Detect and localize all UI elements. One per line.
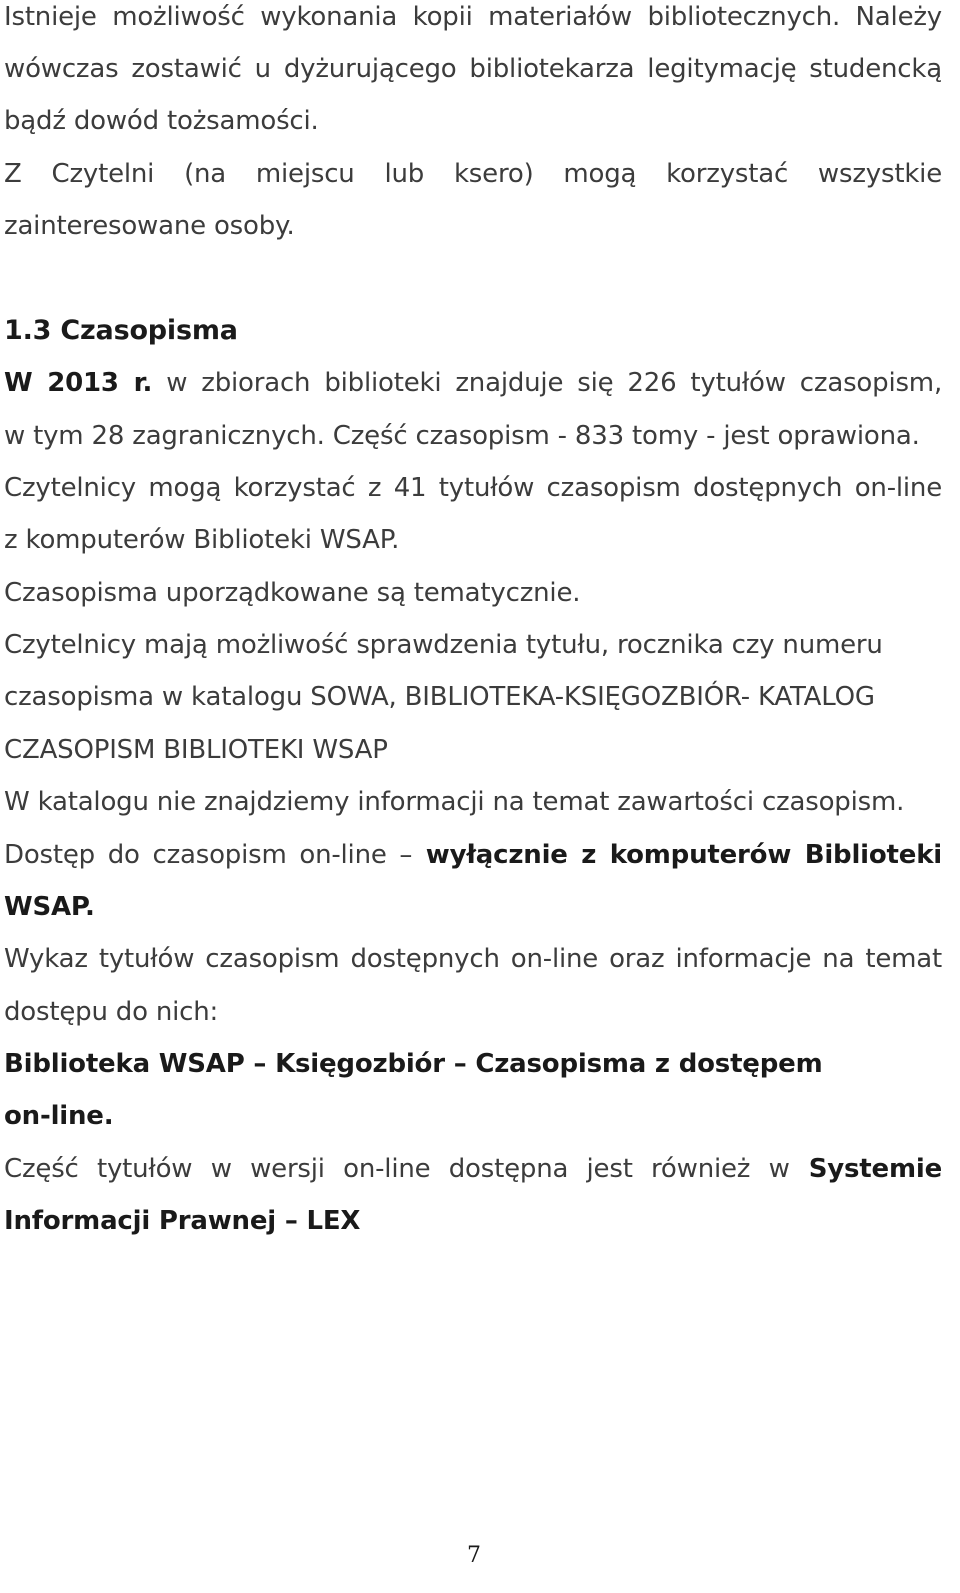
catalog-line-1: Czytelnicy mają możliwość sprawdzenia tytułu, rocznika czy numeru xyxy=(4,630,883,660)
copy-info-line-2: wówczas zostawić u dyżurującego bibliotekarza legitymację studencką xyxy=(4,54,942,84)
ordered-line: Czasopisma uporządkowane są tematycznie. xyxy=(4,578,581,608)
online-line-1: Czytelnicy mogą korzystać z 41 tytułów czasopism dostępnych on-line xyxy=(4,473,942,503)
online-line-2: z komputerów Biblioteki WSAP. xyxy=(4,525,400,555)
catalog-line-3: CZASOPISM BIBLIOTEKI WSAP xyxy=(4,735,388,765)
lex-line-1 xyxy=(4,1152,942,1186)
reading-room-line-1: Z Czytelni (na miejscu lub ksero) mogą korzystać wszystkie xyxy=(4,159,942,189)
copy-info-line-3: bądź dowód tożsamości. xyxy=(4,106,319,136)
catalog-line-2: czasopisma w katalogu SOWA, BIBLIOTEKA-KSIĘGOZBIÓR- KATALOG xyxy=(4,682,875,712)
access-line-1 xyxy=(4,838,942,872)
year-line xyxy=(4,366,942,400)
lex-bold-1[interactable]: Systemie xyxy=(789,1154,942,1184)
journals-link-line-1[interactable]: Biblioteka WSAP – Księgozbiór – Czasopisma z dostępem xyxy=(4,1049,823,1079)
document-page xyxy=(4,0,942,1593)
access-lead: Dostęp do czasopism on-line – xyxy=(4,840,413,870)
access-bold: wyłącznie z komputerów Biblioteki xyxy=(412,840,942,870)
year-rest: w zbiorach biblioteki znajduje się 226 tytułów czasopism, xyxy=(152,368,943,398)
access-line-2: WSAP. xyxy=(4,892,95,922)
journals-link-line-2[interactable]: on-line. xyxy=(4,1101,114,1131)
lex-line-2[interactable]: Informacji Prawnej – LEX xyxy=(4,1206,361,1236)
year-lead: W 2013 r. xyxy=(4,368,153,398)
reading-room-line-2: zainteresowane osoby. xyxy=(4,211,295,241)
copy-info-line-1: Istnieje możliwość wykonania kopii materiałów bibliotecznych. Należy xyxy=(4,2,942,32)
list-line-1: Wykaz tytułów czasopism dostępnych on-line oraz informacje na temat xyxy=(4,944,942,974)
page-number: 7 xyxy=(467,1543,481,1568)
section-heading: 1.3 Czasopisma xyxy=(4,315,238,346)
list-line-2: dostępu do nich: xyxy=(4,997,219,1027)
bound-volumes-line: w tym 28 zagranicznych. Część czasopism - 833 tomy - jest oprawiona. xyxy=(4,421,920,451)
lex-lead: Część tytułów w wersji on-line dostępna jest również w xyxy=(4,1154,790,1184)
no-contents-line: W katalogu nie znajdziemy informacji na temat zawartości czasopism. xyxy=(4,787,905,817)
